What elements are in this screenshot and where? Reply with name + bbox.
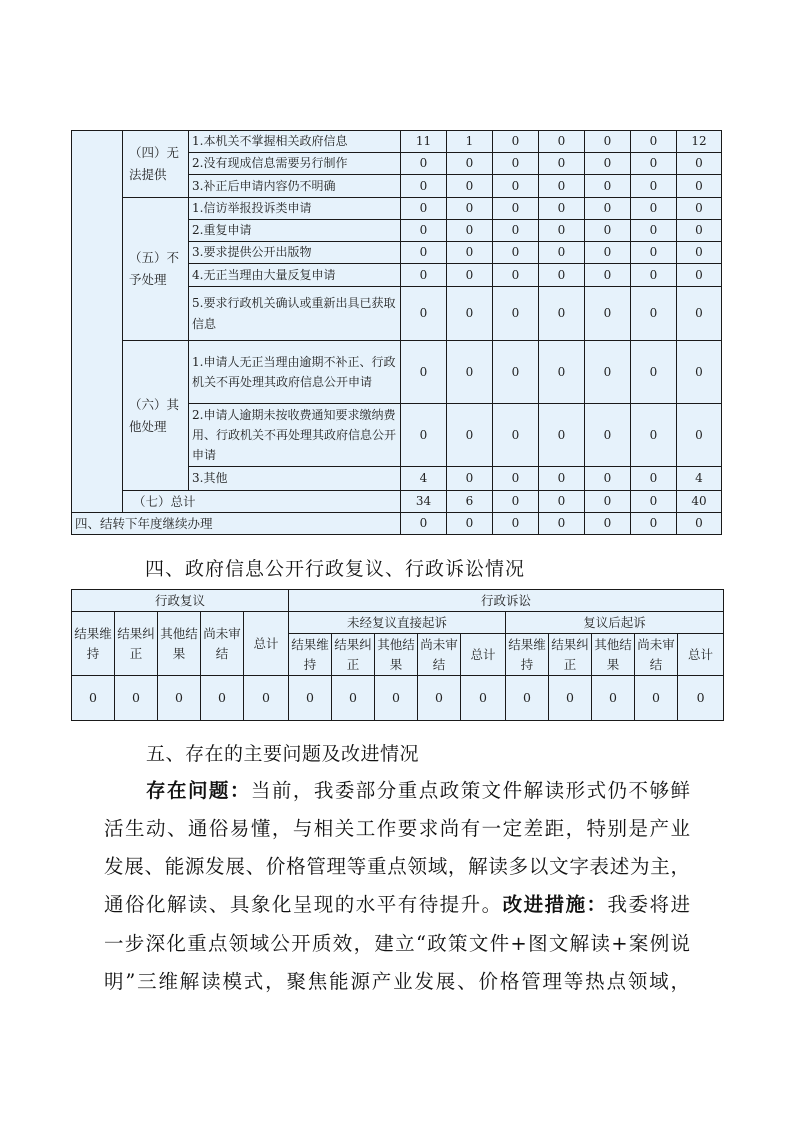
section-heading: 四、政府信息公开行政复议、行政诉讼情况 [145,558,526,580]
cell-value: 0 [539,491,585,513]
paragraph-line: 发展、能源发展、价格管理等重点领域，解读多以文字表述为主， [104,855,690,878]
cell-value: 0 [677,287,722,341]
cell-value: 0 [539,175,585,198]
problem-label: 存在问题： [146,779,251,802]
cell-value: 0 [401,175,447,198]
cell-value: 0 [677,220,722,242]
cell-value: 0 [585,198,631,220]
cell-value: 0 [447,242,493,264]
cell-value: 0 [677,513,722,535]
cell-value: 0 [447,513,493,535]
total-label: （七）总计 [123,491,401,513]
table-row [72,131,722,153]
cell-value: 0 [493,242,539,264]
cell-value: 0 [418,676,461,721]
cell-value: 0 [585,341,631,404]
cell-value: 0 [201,676,244,721]
application-handling-table [71,130,722,535]
paragraph-line: 一步深化重点领域公开质效，建立“政策文件+图文解读+案例说 [104,932,690,955]
cell-value: 0 [539,242,585,264]
outer-category-cell [72,131,123,513]
cell-value: 0 [631,175,677,198]
cell-value: 0 [447,198,493,220]
cell-value: 0 [332,676,375,721]
cell-value: 0 [493,175,539,198]
cell-value: 0 [493,287,539,341]
cell-value: 0 [539,153,585,175]
table-header-row [72,612,724,634]
cell-value: 0 [447,341,493,404]
cell-value: 0 [447,264,493,287]
cell-value: 0 [631,491,677,513]
paragraph-line: 明”三维解读模式，聚焦能源产业发展、价格管理等热点领域， [104,970,690,993]
cell-value: 0 [539,264,585,287]
carryover-row [72,513,722,535]
cell-value: 0 [631,220,677,242]
cell-value: 0 [401,242,447,264]
cell-value: 0 [678,676,724,721]
cell-value: 0 [539,131,585,153]
cell-value: 0 [631,341,677,404]
cell-value: 4 [677,467,722,491]
column-header: 尚未审结 [418,634,461,676]
cell-value: 0 [244,676,289,721]
category-label: （六）其他处理 [123,341,189,491]
cell-value: 0 [585,153,631,175]
cell-value: 0 [677,404,722,467]
category-label: （四）无法提供 [123,131,189,198]
paragraph-text: 通俗化解读、具象化呈现的水平有待提升。 [104,893,503,916]
column-header: 结果纠正 [115,612,158,676]
column-header: 总计 [461,634,506,676]
cell-value: 0 [401,220,447,242]
total-row [72,491,722,513]
column-header: 尚未审结 [635,634,678,676]
cell-value: 0 [539,198,585,220]
cell-value: 0 [631,264,677,287]
paragraph-line [104,890,690,920]
cell-value: 0 [539,513,585,535]
cell-value: 0 [585,131,631,153]
cell-value: 0 [585,220,631,242]
column-header: 尚未审结 [201,612,244,676]
table-row [72,341,722,404]
row-label: 5.要求行政机关确认或重新出具已获取信息 [189,287,401,341]
cell-value: 0 [493,491,539,513]
cell-value: 0 [549,676,592,721]
cell-value: 0 [631,513,677,535]
cell-value: 0 [677,175,722,198]
row-label: 2.没有现成信息需要另行制作 [189,153,401,175]
cell-value: 0 [539,220,585,242]
cell-value: 0 [447,175,493,198]
cell-value: 0 [493,404,539,467]
cell-value: 0 [677,264,722,287]
cell-value: 0 [585,264,631,287]
cell-value: 4 [401,467,447,491]
paragraph-line [146,776,690,806]
cell-value: 0 [447,287,493,341]
cell-value: 0 [401,341,447,404]
cell-value: 0 [635,676,678,721]
cell-value: 0 [585,404,631,467]
column-header: 其他结果 [375,634,418,676]
column-header: 其他结果 [158,612,201,676]
table-header-row [72,590,724,612]
cell-value: 0 [585,491,631,513]
row-label: 3.要求提供公开出版物 [189,242,401,264]
cell-value: 0 [401,287,447,341]
cell-value: 0 [585,242,631,264]
cell-value: 0 [677,341,722,404]
after-reconsideration-header: 复议后起诉 [506,612,724,634]
cell-value: 40 [677,491,722,513]
cell-value: 0 [401,264,447,287]
cell-value: 6 [447,491,493,513]
row-label: 1.本机关不掌握相关政府信息 [189,131,401,153]
row-label: 1.申请人无正当理由逾期不补正、行政机关不再处理其政府信息公开申请 [189,341,401,404]
paragraph-text: 当前，我委部分重点政策文件解读形式仍不够鲜 [250,779,690,802]
cell-value: 0 [631,242,677,264]
cell-value: 0 [375,676,418,721]
review-litigation-table [71,589,724,721]
column-header: 结果纠正 [332,634,375,676]
paragraph-line: 活生动、通俗易懂，与相关工作要求尚有一定差距，特别是产业 [104,817,690,840]
cell-value: 0 [493,513,539,535]
cell-value: 0 [447,404,493,467]
cell-value: 0 [401,198,447,220]
cell-value: 0 [401,153,447,175]
cell-value: 0 [289,676,332,721]
cell-value: 0 [72,676,115,721]
cell-value: 1 [447,131,493,153]
cell-value: 0 [677,242,722,264]
row-label: 1.信访举报投诉类申请 [189,198,401,220]
column-header: 结果维持 [506,634,549,676]
cell-value: 0 [493,198,539,220]
cell-value: 0 [539,341,585,404]
cell-value: 0 [539,467,585,491]
row-label: 2.申请人逾期未按收费通知要求缴纳费用、行政机关不再处理其政府信息公开申请 [189,404,401,467]
cell-value: 0 [401,513,447,535]
cell-value: 0 [539,287,585,341]
cell-value: 34 [401,491,447,513]
cell-value: 0 [585,513,631,535]
column-header: 结果维持 [72,612,115,676]
cell-value: 11 [401,131,447,153]
cell-value: 0 [115,676,158,721]
cell-value: 0 [631,467,677,491]
reconsideration-header: 行政复议 [72,590,289,612]
table-row [72,676,724,721]
cell-value: 0 [506,676,549,721]
carryover-label: 四、结转下年度继续办理 [72,513,401,535]
paragraph-text: 我委将进 [607,893,690,916]
cell-value: 0 [631,404,677,467]
column-header: 结果纠正 [549,634,592,676]
column-header: 总计 [678,634,724,676]
column-header: 结果维持 [289,634,332,676]
column-header: 总计 [244,612,289,676]
cell-value: 0 [447,153,493,175]
column-header: 其他结果 [592,634,635,676]
cell-value: 0 [631,131,677,153]
cell-value: 0 [401,404,447,467]
row-label: 3.补正后申请内容仍不明确 [189,175,401,198]
cell-value: 0 [493,131,539,153]
cell-value: 0 [631,153,677,175]
row-label: 3.其他 [189,467,401,491]
cell-value: 0 [585,287,631,341]
section-heading: 五、存在的主要问题及改进情况 [146,743,420,765]
table-row [72,198,722,220]
cell-value: 0 [493,153,539,175]
cell-value: 0 [493,220,539,242]
row-label: 4.无正当理由大量反复申请 [189,264,401,287]
cell-value: 0 [447,467,493,491]
cell-value: 0 [158,676,201,721]
cell-value: 0 [493,341,539,404]
cell-value: 0 [631,198,677,220]
cell-value: 0 [585,467,631,491]
cell-value: 0 [447,220,493,242]
cell-value: 0 [461,676,506,721]
measure-label: 改进措施： [502,893,608,916]
cell-value: 0 [493,467,539,491]
cell-value: 0 [585,175,631,198]
category-label: （五）不予处理 [123,198,189,341]
cell-value: 0 [539,404,585,467]
cell-value: 0 [631,287,677,341]
direct-suit-header: 未经复议直接起诉 [289,612,506,634]
litigation-header: 行政诉讼 [289,590,724,612]
cell-value: 0 [677,153,722,175]
cell-value: 0 [592,676,635,721]
cell-value: 12 [677,131,722,153]
cell-value: 0 [677,198,722,220]
row-label: 2.重复申请 [189,220,401,242]
cell-value: 0 [493,264,539,287]
